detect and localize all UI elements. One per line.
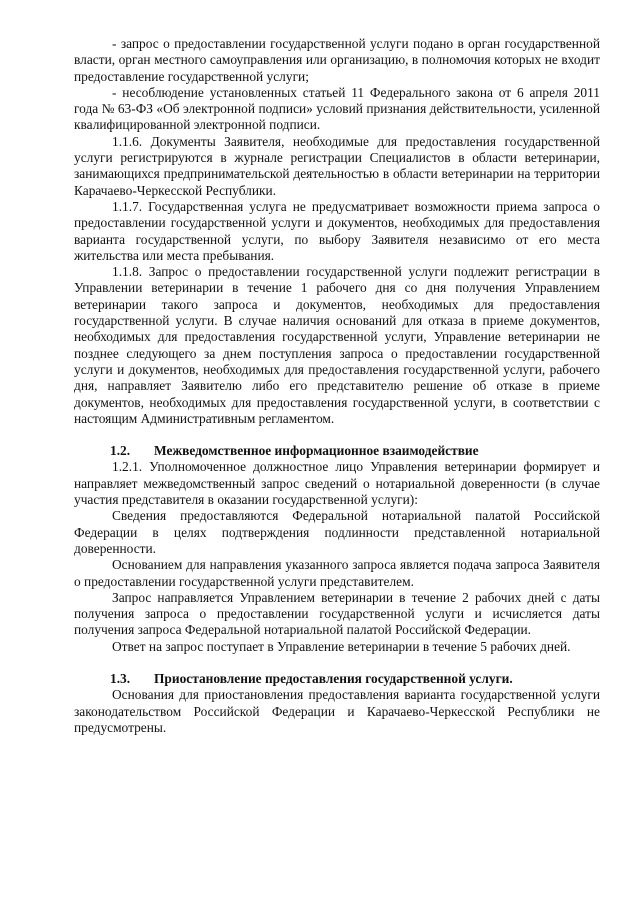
section-heading-1-2	[74, 443, 600, 459]
spacer	[74, 427, 600, 443]
section-heading-1-3	[74, 671, 600, 687]
paragraph-1-1-6: 1.1.6. Документы Заявителя, необходимые для предоставления государственной услуги регистрируются в журнале регистрации Специалистов в области ветеринарии, занимающихся предпринимательской деятельностью в области ветеринарии на территории Карачаево-Черкесской Республики.	[74, 133, 600, 198]
paragraph-suspension-grounds: Основания для приостановления предоставления варианта государственной услуги законодательством Российской Федерации и Карачаево-Черкесской Республики не предусмотрены.	[74, 687, 600, 735]
paragraph-request-wrong-authority: - запрос о предоставлении государственной услуги подано в орган государственной власти, орган местного самоуправления или организацию, в полномочия которых не входит предоставление государственной услуги;	[74, 36, 600, 84]
paragraph-response-deadline: Ответ на запрос поступает в Управление ветеринарии в течение 5 рабочих дней.	[112, 638, 571, 654]
paragraph-1-1-8: 1.1.8. Запрос о предоставлении государственной услуги подлежит регистрации в Управлении ветеринарии в течение 1 рабочего дня со дня получения Управлением ветеринарии такого запроса и документов, необходимых для предоставления государственной услуги. В случае наличия оснований для отказа в приеме документов, необходимых для предоставления государственной услуги, Управление ветеринарии не позднее следующего за днем поступления запроса о предоставлении государственной услуги и документов, необходимых для предоставления государственной услуги, рабочего дня, направляет Заявителю либо его представителю решение об отказе в приеме документов, необходимых для предоставления государственной услуги, в соответствии с настоящим Административным регламентом.	[74, 264, 600, 426]
paragraph-signature-noncompliance: - несоблюдение установленных статьей 11 Федерального закона от 6 апреля 2011 года № 63-ФЗ «Об электронной подписи» условий признания действительности, усиленной квалифицированной электронной подписи.	[74, 84, 600, 133]
section-title: Межведомственное информационное взаимодействие	[154, 443, 479, 459]
paragraph-notary-chamber: Сведения предоставляются Федеральной нотариальной палатой Российской Федерации в целях подтверждения подлинности представленной нотариальной доверенности.	[74, 508, 600, 556]
paragraph-request-deadline: Запрос направляется Управлением ветеринарии в течение 2 рабочих дней с даты получения запроса о предоставлении государственной услуги и исчисляется даты получения запроса Федеральной нотариальной палатой Российской Федерации.	[74, 589, 600, 638]
section-title: Приостановление предоставления государственной услуги.	[154, 670, 513, 686]
spacer	[74, 655, 600, 671]
paragraph-request-basis: Основанием для направления указанного запроса является подача запроса Заявителя о предоставлении государственной услуги представителем.	[74, 557, 600, 589]
section-number: 1.2.	[110, 443, 131, 459]
document-page	[74, 36, 600, 736]
paragraph-1-1-7: 1.1.7. Государственная услуга не предусматривает возможности приема запроса о предоставлении государственной услуги и документов, необходимых для предоставления варианта государственной услуги, по выбору Заявителя независимо от его места жительства или места пребывания.	[74, 198, 600, 263]
section-number: 1.3.	[110, 670, 131, 686]
paragraph-1-2-1: 1.2.1. Уполномоченное должностное лицо Управления ветеринарии формирует и направляет межведомственный запрос сведений о нотариальной доверенности (в случае участия представителя в оказании государственной услуги):	[74, 459, 600, 508]
